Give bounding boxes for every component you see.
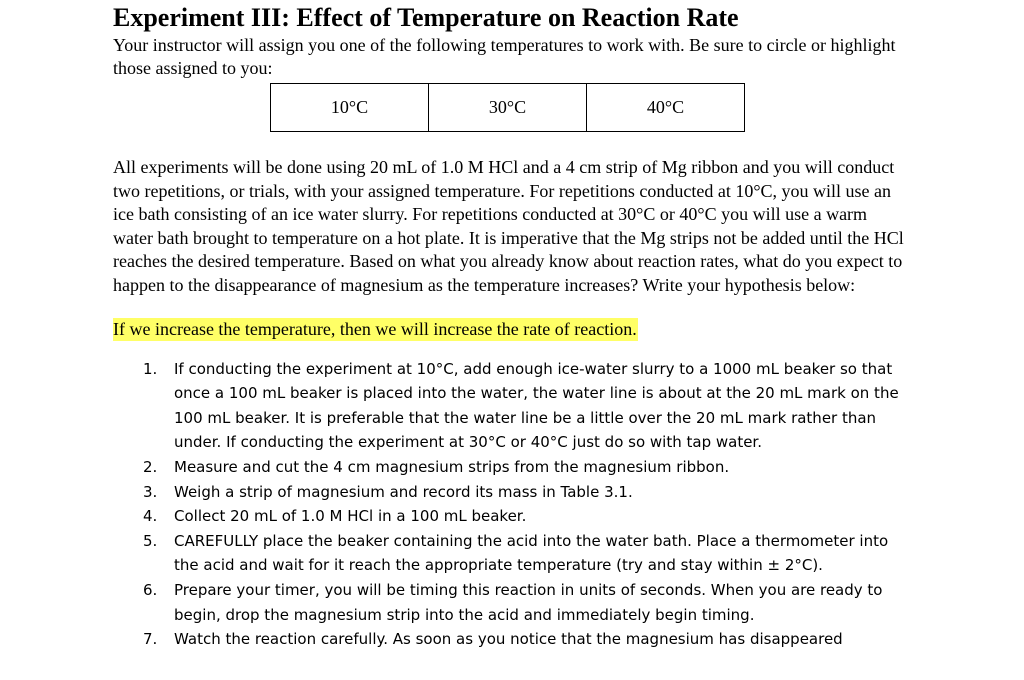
list-item [113,627,903,652]
list-item [113,480,903,505]
step-text: If conducting the experiment at 10°C, add enough ice-water slurry to a 1000 mL beaker so that once a 100 mL beaker is placed into the water, the water line is about at the 20 mL mark on the 100 mL beaker. It is preferable that the water line be a little over the 20 mL mark rather than under. If conducting the experiment at 30°C or 40°C just do so with tap water. [174,359,899,452]
hypothesis-line [113,317,913,341]
document-page [113,0,913,652]
temperature-cell-10c: 10°C [271,84,429,132]
step-text: Measure and cut the 4 cm magnesium strips from the magnesium ribbon. [174,457,730,476]
step-number: 4. [143,507,158,526]
list-item [113,578,903,627]
procedure-steps [113,357,903,652]
step-text: Prepare your timer, you will be timing this reaction in units of seconds. When you are ready to begin, drop the magnesium strip into the acid and immediately begin timing. [174,580,883,624]
step-text: Weigh a strip of magnesium and record its mass in Table 3.1. [174,482,633,501]
page-title: Experiment III: Effect of Temperature on Reaction Rate [113,3,739,32]
instructions-paragraph: All experiments will be done using 20 mL of 1.0 M HCl and a 4 cm strip of Mg ribbon and you will conduct two repetitions, or trials, with your assigned temperature. For repetitions conducted at 10°C, you will use an ice bath consisting of an ice water slurry. For repetitions conducted at 30°C or 40°C you will use a warm water bath brought to temperature on a hot plate. It is imperative that the Mg strips not be added until the HCl reaches the desired temperature. Based on what you already know about reaction rates, what do you expect to happen to the disappearance of magnesium as the temperature increases? Write your hypothesis below: [113,157,904,295]
temperature-table [270,83,745,132]
step-number: 3. [143,482,158,501]
intro-text: Your instructor will assign you one of the following temperatures to work with. Be sure to circle or highlight those assigned to you: [113,35,896,78]
list-item [113,357,903,455]
step-number: 1. [143,359,158,378]
step-number: 2. [143,457,158,476]
list-item [113,455,903,480]
list-item [113,529,903,578]
step-text: Watch the reaction carefully. As soon as you notice that the magnesium has disappeared [174,630,843,649]
step-number: 5. [143,531,158,550]
step-text: CAREFULLY place the beaker containing the acid into the water bath. Place a thermometer into the acid and wait for it reach the appropriate temperature (try and stay within ± 2°C). [174,531,889,575]
step-text: Collect 20 mL of 1.0 M HCl in a 100 mL beaker. [174,507,527,526]
temperature-cell-40c: 40°C [587,84,745,132]
hypothesis-highlight: If we increase the temperature, then we will increase the rate of reaction. [113,318,637,339]
list-item [113,504,903,529]
step-number: 6. [143,580,158,599]
step-number: 7. [143,630,158,649]
temperature-cell-30c: 30°C [429,84,587,132]
